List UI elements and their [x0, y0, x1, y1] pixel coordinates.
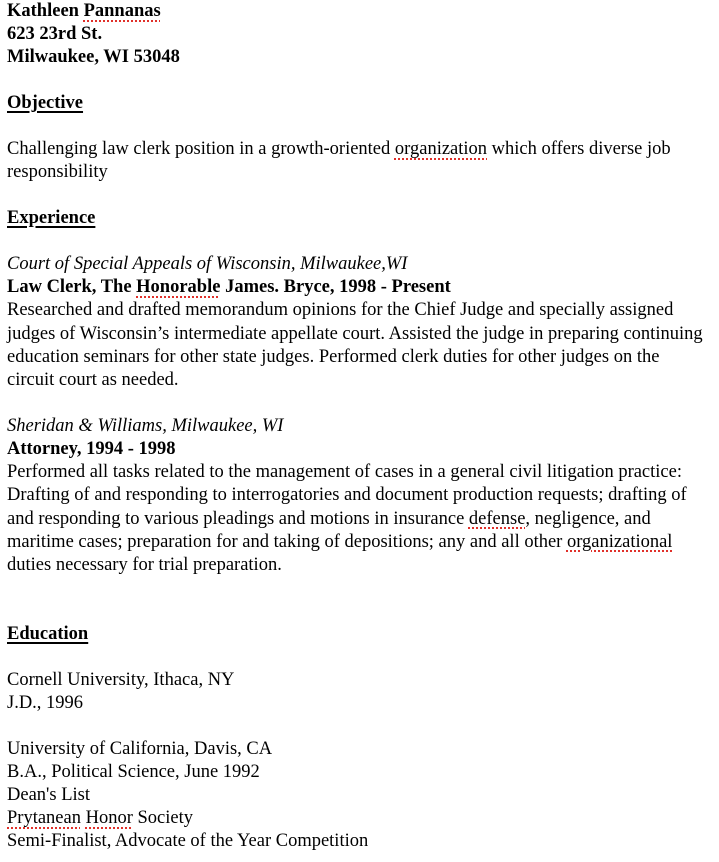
school-name: Cornell University, Ithaca, NY [7, 670, 235, 691]
contact-street: 623 23rd St. [7, 24, 103, 44]
job-title-spellcheck-word: Honorable [136, 277, 221, 298]
job-description-part: , negligence, and maritime cases; preparation for and taking of depositions; any and all other [7, 508, 651, 552]
honor-spellcheck-word: Honor [85, 808, 133, 829]
job-title-part: James. Bryce, 1998 - Present [225, 277, 451, 298]
resume-document [7, 0, 713, 853]
contact-name [7, 0, 713, 23]
education-heading: Education [7, 624, 89, 645]
job-description-part: Performed all tasks related to the management of cases in a general civil litigation practice: Drafting of and responding to interrogatories and document production requests; drafting of and responding to various pleadings and motions in insurance [7, 462, 687, 529]
job-description-spellcheck-word: defense [468, 508, 526, 529]
job-description-part: duties necessary for trial preparation. [7, 555, 282, 576]
school-degree: J.D., 1996 [7, 693, 84, 714]
job-title [7, 276, 713, 299]
honor-text-part: Society [137, 808, 194, 829]
job-employer: Court of Special Appeals of Wisconsin, Milwaukee,WI [7, 254, 408, 275]
school-honor: Dean's List [7, 785, 90, 806]
school-name: University of California, Davis, CA [7, 739, 273, 760]
name-first: Kathleen [7, 1, 79, 21]
job-title-part: Law Clerk, The [7, 277, 132, 298]
honor-spellcheck-word: Prytanean [7, 808, 81, 829]
job-employer: Sheridan & Williams, Milwaukee, WI [7, 416, 284, 437]
job-title: Attorney, 1994 - 1998 [7, 439, 176, 460]
school-honor: Semi-Finalist, Advocate of the Year Competition [7, 831, 369, 852]
objective-text-part: Challenging law clerk position in a growth-oriented [7, 139, 391, 159]
school-honor [7, 807, 713, 830]
job-description: Researched and drafted memorandum opinions for the Chief Judge and specially assigned judges of Wisconsin’s intermediate appellate court. Assisted the judge in preparing continuing education seminars for other state judges. Performed clerk duties for other judges on the circuit court as needed. [7, 300, 703, 391]
contact-city: Milwaukee, WI 53048 [7, 47, 180, 67]
objective-spellcheck-word: organization [394, 139, 488, 159]
school-degree: B.A., Political Science, June 1992 [7, 762, 260, 783]
objective-text-part: which offers diverse job responsibility [7, 139, 671, 183]
objective-text [7, 138, 707, 184]
experience-heading: Experience [7, 208, 96, 229]
objective-heading: Objective [7, 93, 84, 113]
job-description-spellcheck-word: organizational [566, 531, 673, 552]
name-last-spellcheck: Pannanas [83, 1, 161, 21]
job-description [7, 461, 713, 577]
